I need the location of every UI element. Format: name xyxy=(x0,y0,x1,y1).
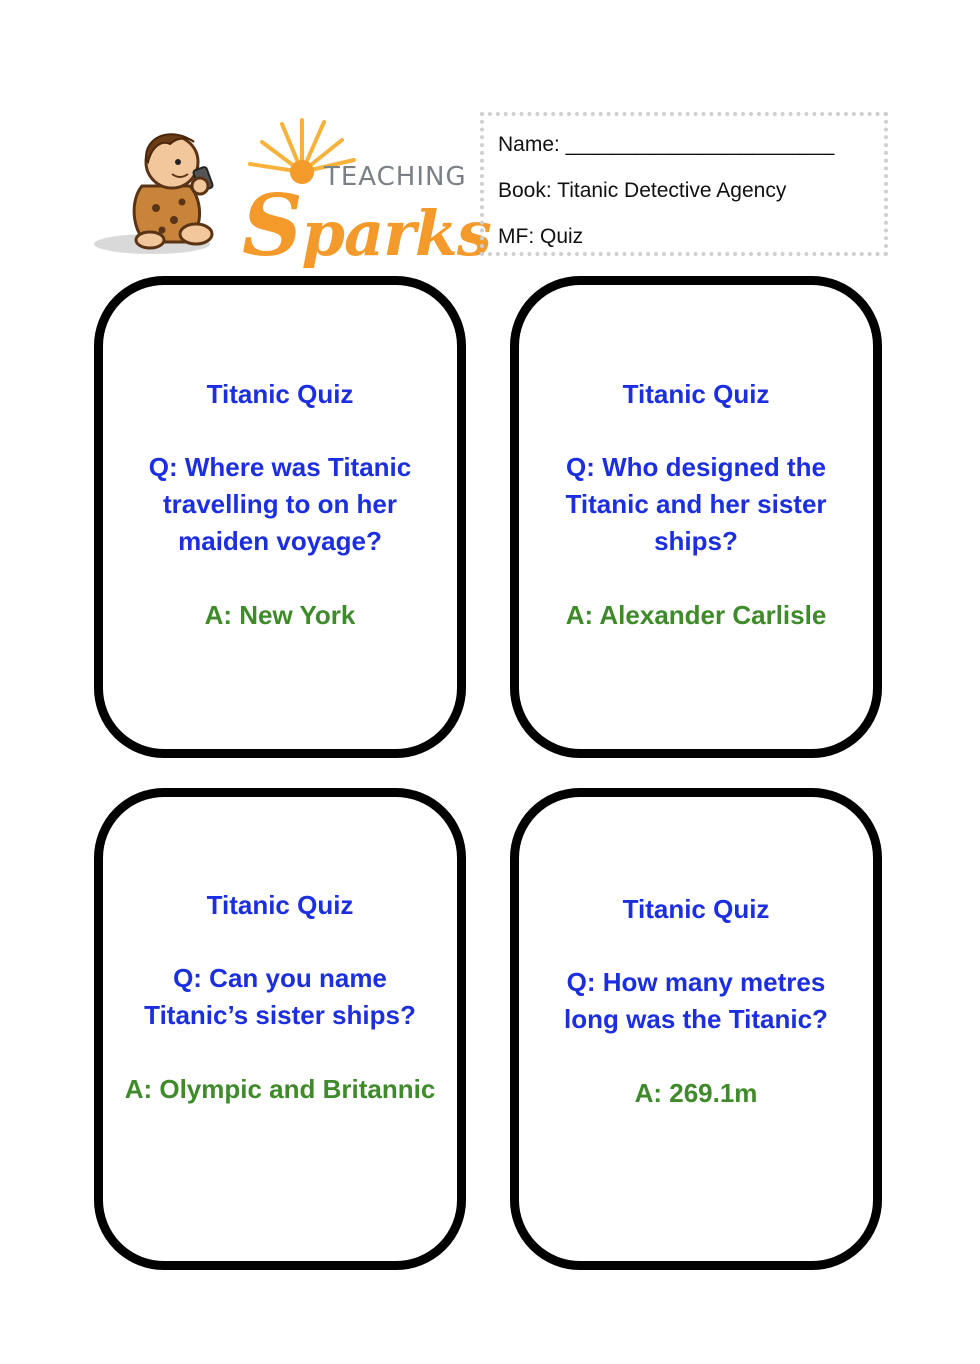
card-title: Titanic Quiz xyxy=(206,890,354,920)
caveman-mascot-icon xyxy=(92,122,242,262)
card-question: Q: Can you name Titanic’s sister ships? xyxy=(144,963,416,1030)
logo-sparks-rest: parks xyxy=(301,197,491,270)
name-field[interactable]: Name: _______________________ xyxy=(498,133,835,156)
quiz-card-3 xyxy=(94,788,466,1270)
logo-teaching-text: TEACHING xyxy=(324,162,467,192)
teaching-sparks-logo xyxy=(92,112,491,275)
card-answer: A: Alexander Carlisle xyxy=(565,600,827,630)
mf-label: MF: Quiz xyxy=(498,225,584,248)
card-answer: A: Olympic and Britannic xyxy=(124,1074,436,1104)
worksheet-info-box xyxy=(480,112,888,256)
card-question: Q: Where was Titanic travelling to on her maiden voyage? xyxy=(148,452,412,556)
card-answer: A: New York xyxy=(204,600,356,630)
logo-sparks-text xyxy=(242,176,491,275)
card-question: Q: Who designed the Titanic and her sister ships? xyxy=(565,452,827,556)
card-title: Titanic Quiz xyxy=(622,379,770,409)
quiz-card-4 xyxy=(510,788,882,1270)
card-title: Titanic Quiz xyxy=(622,894,770,924)
card-question: Q: How many metres long was the Titanic? xyxy=(564,967,828,1034)
logo-sparks-initial: S xyxy=(242,176,302,275)
quiz-card-2 xyxy=(510,276,882,758)
book-label: Book: Titanic Detective Agency xyxy=(498,179,787,202)
quiz-card-1 xyxy=(94,276,466,758)
card-answer: A: 269.1m xyxy=(634,1078,758,1108)
card-title: Titanic Quiz xyxy=(206,379,354,409)
